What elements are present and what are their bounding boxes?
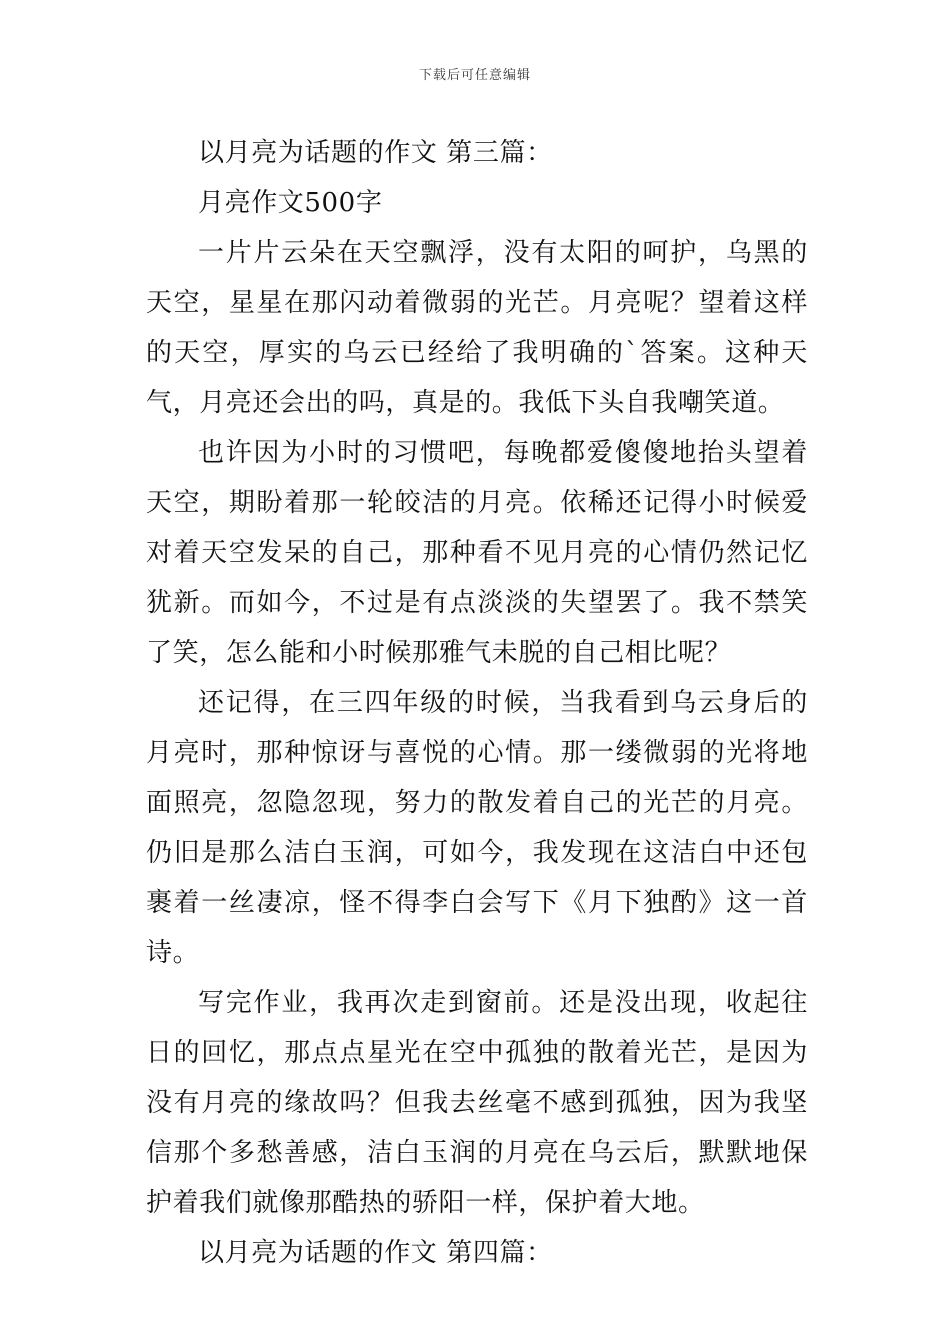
essay-title-4: 以月亮为话题的作文 第四篇： xyxy=(198,1238,553,1268)
paragraph-2: 也许因为小时的习惯吧，每晚都爱傻傻地抬头望着天空，期盼着那一轮皎洁的月亮。依稀还记得小时候爱对着天空发呆的自己，那种看不见月亮的心情仍然记忆犹新。而如今，不过是有点淡淡的失望罢了。我不禁笑了笑，怎么能和小时候那雅气未脱的自己相比呢？ xyxy=(146,438,808,668)
paragraph-1: 一片片云朵在天空飘浮，没有太阳的呵护，乌黑的天空，星星在那闪动着微弱的光芒。月亮呢？望着这样的天空，厚实的乌云已经给了我明确的`答案。这种天气，月亮还会出的吗，真是的。我低下头自我嘲笑道。 xyxy=(146,238,808,418)
paragraph-4: 写完作业，我再次走到窗前。还是没出现，收起往日的回忆，那点点星光在空中孤独的散着光芒，是因为没有月亮的缘故吗？但我去丝毫不感到孤独，因为我坚信那个多愁善感，洁白玉润的月亮在乌云后，默默地保护着我们就像那酷热的骄阳一样，保护着大地。 xyxy=(146,988,808,1218)
essay-title-3: 以月亮为话题的作文 第三篇： xyxy=(198,138,553,168)
paragraph-3: 还记得，在三四年级的时候，当我看到乌云身后的月亮时，那种惊讶与喜悦的心情。那一缕微弱的光将地面照亮，忽隐忽现，努力的散发着自己的光芒的月亮。仍旧是那么洁白玉润，可如今，我发现在这洁白中还包裹着一丝凄凉，怪不得李白会写下《月下独酌》这一首诗。 xyxy=(146,688,808,968)
essay-subtitle: 月亮作文500字 xyxy=(198,188,383,218)
page-header: 下载后可任意编辑 xyxy=(418,68,531,83)
document-body xyxy=(146,128,808,1278)
